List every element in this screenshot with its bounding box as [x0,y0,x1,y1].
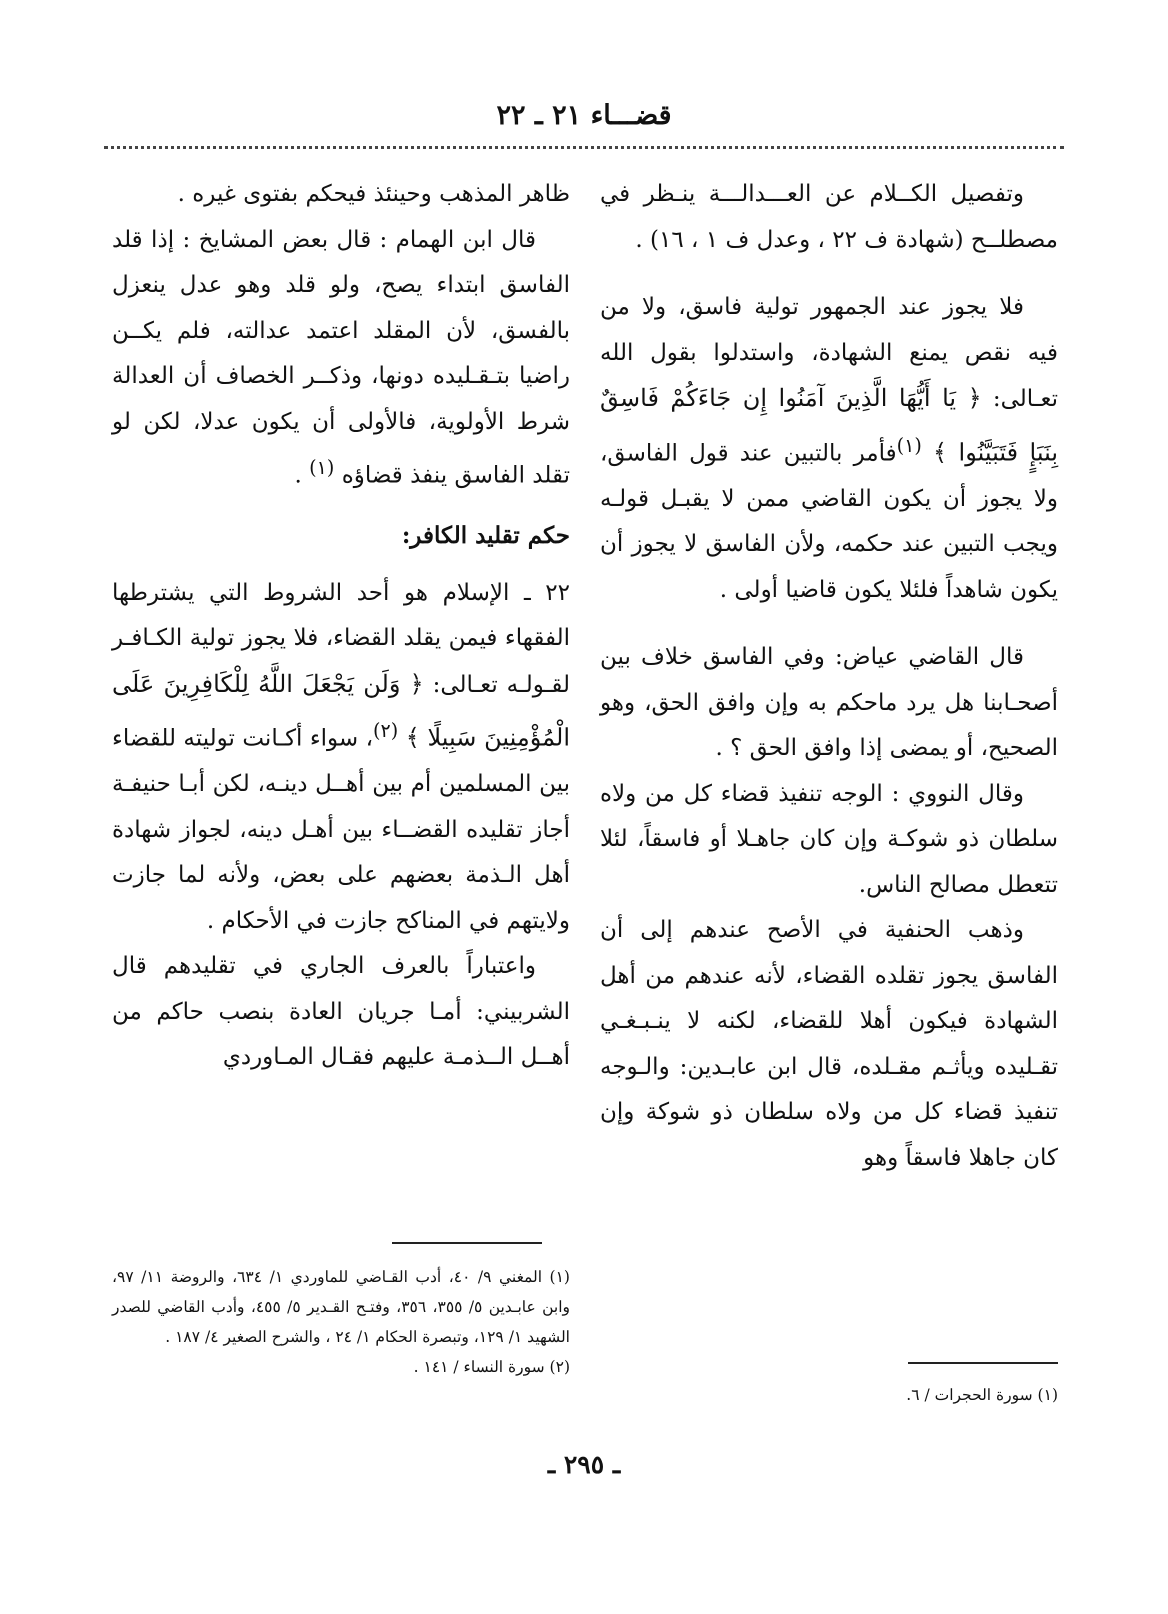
right-column [600,172,1058,1181]
paragraph-ibn-humam [112,218,570,500]
footnote-ref: (١) [896,433,922,457]
paragraph-text: فأمر بالتبين عند قول الفاسق، ولا يجوز أن يكون القاضي ممن لا يقبـل قولـه ويجب التبين عند حكمه، ولأن الفاسق لا يجوز أن يكون شاهداً فلئلا يكون قاضيا أولى . [600,440,1058,603]
footnote-ref: (١) [309,456,335,479]
footnote-ref: (٢) [373,719,399,743]
paragraph-continuation: ظاهر المذهب وحينئذ فيحكم بفتوى غيره . [177,181,570,207]
footnote-divider-right [908,1362,1058,1364]
footnotes-left [112,1262,570,1382]
header-divider [104,146,1064,149]
paragraph-text: قال ابن الهمام : قال بعض المشايخ : إذا قلد الفاسق ابتداء يصح، ولو قلد وهو عدل ينعزل بالفسق، لأن المقلد اعتمد عدالته، فلم يكــن راضيا بتـقـليده دونها، وذكــر الخصاف أن العدالة شرط الأولوية، فالأولى أن يكون عدلا، لكن لو تقلد الفاسق ينفذ قضاؤه [112,226,570,489]
paragraph-justice-reference: وتفصيل الكــلام عن العـــدالـــة ينـظر في مصطلــح (شهادة ف ٢٢ ، وعدل ف ١ ، ١٦) . [600,181,1058,253]
paragraph-fasiq-appointment [600,285,1058,613]
paragraph-text: ٢٢ ـ الإسلام هو أحد الشروط التي يشترطها الفقهاء فيمن يقلد القضاء، فلا يجوز تولية الكـافـر لقـولـه تعـالى: [112,579,571,698]
page-header: قضـــاء ٢١ ـ ٢٢ [496,100,672,131]
quran-verse: ﴿ وَلَن يَجْعَلَ اللَّهُ لِلْكَافِرِينَ عَلَى الْمُؤْمِنِينَ سَبِيلًا ﴾ [112,669,570,752]
paragraph-qadi-iyad: قال القاضي عياض: وفي الفاسق خلاف بين أصحـابنا هل يرد ماحكم به وإن وافق الحق، وهو الصحيح، أو يمضى إذا وافق الحق ؟ . [600,644,1058,762]
footnote: (١) سورة الحجرات / ٦. [906,1386,1058,1404]
page-number: ـ ٢٩٥ ـ [547,1450,621,1479]
paragraph-text: ، سواء أكـانت توليته للقضاء بين المسلمين أم بين أهــل دينـه، لكن أبـا حنيفـة أجاز تقليده القضــاء بين أهـل دينه، لجواز شهادة أهل الـذمة بعضهم على بعض، ولأنه لما جازت ولايتهم في المناكح جازت في الأحكام . [112,725,570,934]
footnote: (٢) سورة النساء / ١٤١ . [413,1358,570,1376]
left-column [112,172,570,1081]
section-heading: حكم تقليد الكافر: [401,522,570,550]
paragraph-islam-condition [112,571,570,945]
footnote-divider-left [392,1242,542,1244]
paragraph-text: فلا يجوز عند الجمهور تولية فاسق، ولا من فيه نقص يمنع الشهادة، واستدلوا بقول الله تعـالى: [600,294,1059,412]
paragraph-nawawi: وقال النووي : الوجه تنفيذ قضاء كل من ولاه سلطان ذو شوكـة وإن كان جاهـلا أو فاسقاً، لئلا تتعطل مصالح الناس. [600,780,1058,898]
paragraph-shirbini: واعتباراً بالعرف الجاري في تقليدهم قال الشربيني: أمـا جريان العادة بنصب حاكم من أهــل الــذمـة عليهم فقـال المـاوردي [112,953,570,1071]
paragraph-hanafi-view: وذهب الحنفية في الأصح عندهم إلى أن الفاسق يجوز تقلده القضاء، لأنه عندهم من أهل الشهادة فيكون أهلا للقضاء، لكنه لا ينـبـغـي تقـليده ويأثـم مقـلده، قال ابن عابـدين: والـوجه تنفيذ قضاء كل من ولاه سلطان ذو شوكة وإن كان جاهلا فاسقاً وهو [600,917,1058,1171]
paragraph-text: . [294,462,302,489]
footnotes-right [600,1380,1058,1410]
footnote: (١) المغني ٩/ ٤٠، أدب القـاضي للماوردي ١/ ٦٣٤، والروضة ١١/ ٩٧، وابن عابـدين ٥/ ٣٥٥، ٣٥٦، وفتـح القـدير ٥/ ٤٥٥، وأدب القاضي للصدر الشهيد ١/ ١٢٩، وتبصرة الحكام ١/ ٢٤ ، والشرح الصغير ٤/ ١٨٧ . [112,1268,570,1346]
quran-verse: ﴿ يَا أَيُّهَا الَّذِينَ آمَنُوا إِن جَاءَكُمْ فَاسِقٌ بِنَبَإٍ فَتَبَيَّنُوا ﴾ [600,384,1058,467]
